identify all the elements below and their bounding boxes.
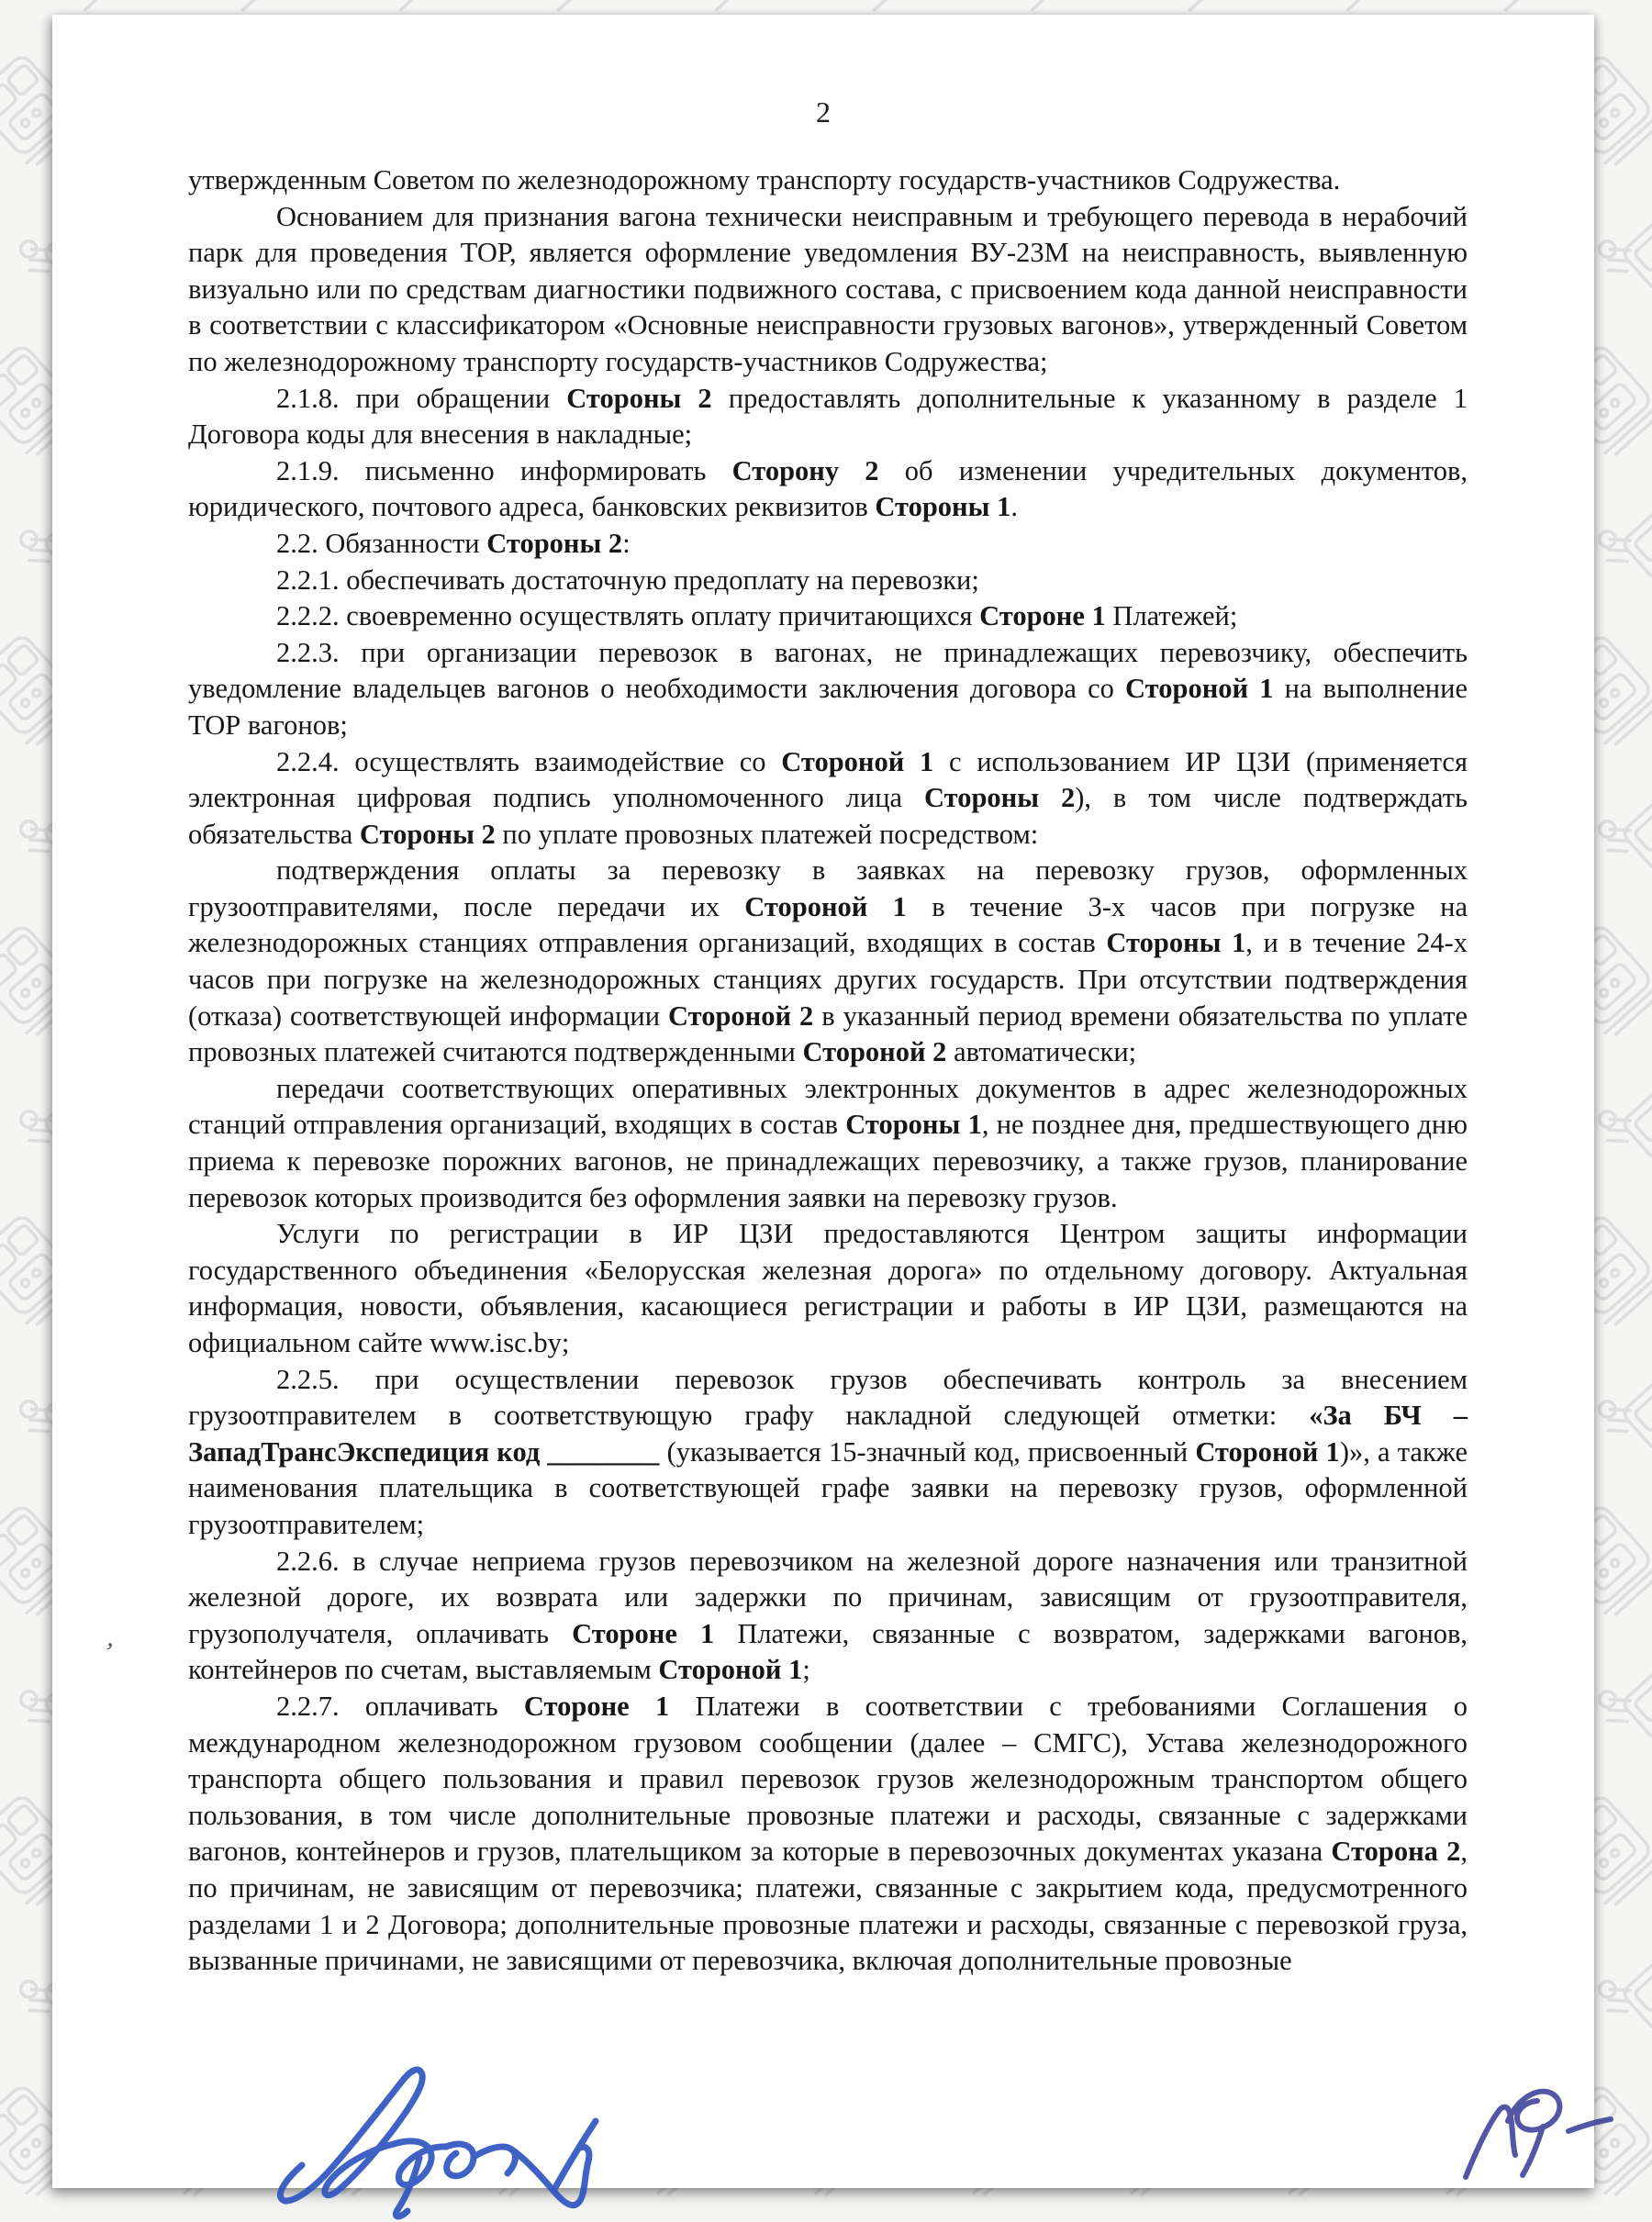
document-body (52, 162, 1594, 1980)
paragraph: 2.2.3. при организации перевозок в вагонах, не принадлежащих перевозчику, обеспечить уведомление владельцев вагонов о необходимости заключения договора со Стороной 1 на выполнение ТОР вагонов; (188, 636, 1468, 741)
paragraph: 2.2. Обязанности Стороны 2: (276, 527, 631, 559)
paragraph: 2.1.9. письменно информировать Сторону 2 об изменении учредительных документов, юридического, почтового адреса, банковских реквизитов Стороны 1. (188, 454, 1468, 523)
document-page (52, 15, 1594, 2188)
paragraph: 2.1.8. при обращении Стороны 2 предоставлять дополнительные к указанному в разделе 1 Договора коды для внесения в накладные; (188, 382, 1468, 451)
train-pattern-icon (1591, 0, 1652, 25)
train-pattern-icon (1591, 1055, 1652, 1184)
train-pattern-icon (1591, 184, 1652, 314)
train-pattern-icon (1591, 1345, 1652, 1474)
paragraph: передачи соответствующих оперативных электронных документов в адрес железнодорожных станций отправления организаций, входящих в состав Стороны 1, не позднее дня, предшествующего дню приема к перевозке порожних вагонов, не принадлежащих перевозчику, а также грузов, планирование перевозок которых производится без оформления заявки на перевозку грузов. (188, 1072, 1468, 1213)
stray-mark: ’ (100, 1636, 117, 1669)
paragraph: 2.2.1. обеспечивать достаточную предоплату на перевозки; (276, 564, 979, 596)
paragraph: подтверждения оплаты за перевозку в заявках на перевозку грузов, оформленных грузоотправителями, после передачи их Стороной 1 в течение 3-х часов при погрузке на железнодорожных станциях отправления организаций, входящих в состав Стороны 1, и в течение 24-х часов при погрузке на железнодорожных станциях других государств. При отсутствии подтверждения (отказа) соответствующей информации Стороной 2 в указанный период времени обязательства по уплате провозных платежей считаются подтвержденными Стороной 2 автоматически; (188, 854, 1468, 1068)
train-pattern-icon (1591, 1925, 1652, 2054)
paragraph: Основанием для признания вагона технически неисправным и требующего перевода в нерабочий парк для проведения ТОР, является оформление уведомления ВУ-23М на неисправность, выявленную визуально или по средствам диагностики подвижного состава, с присвоением кода данной неисправности в соответствии с классификатором «Основные неисправности грузовых вагонов», утвержденный Советом по железнодорожному транспорту государств-участников Содружества; (188, 200, 1468, 377)
paragraph: Услуги по регистрации в ИР ЦЗИ предоставляются Центром защиты информации государственного объединения «Белорусская железная дорога» по отдельному договору. Актуальная информация, новости, объявления, касающиеся регистрации и работы в ИР ЦЗИ, размещаются на официальном сайте www.isc.by; (188, 1218, 1468, 1358)
paragraph: утвержденным Советом по железнодорожному транспорту государств-участников Содружества. (188, 164, 1341, 195)
train-pattern-icon (1591, 1635, 1652, 1764)
paragraph: 2.2.6. в случае неприема грузов перевозчиком на железной дороге назначения или транзитной железной дороге, их возврата или задержки по причинам, зависящим от грузоотправителя, грузополучателя, оплачивать Стороне 1 Платежи, связанные с возвратом, задержками вагонов, контейнеров по счетам, выставляемым Стороной 1; (188, 1545, 1468, 1686)
paragraph: 2.2.7. оплачивать Стороне 1 Платежи в соответствии с требованиями Соглашения о международном железнодорожном грузовом сообщении (далее – СМГС), Устава железнодорожного транспорта общего пользования и правил перевозок грузов железнодорожным транспортом общего пользования, в том числе дополнительные провозные платежи и расходы, связанные с задержками вагонов, контейнеров и грузов, плательщиком за которые в перевозочных документах указана Сторона 2, по причинам, не зависящим от перевозчика; платежи, связанные с закрытием кода, предусмотренного разделами 1 и 2 Договора; дополнительные провозные платежи и расходы, связанные с перевозкой груза, вызванные причинами, не зависящими от перевозчика, включая дополнительные провозные (188, 1690, 1468, 1977)
paragraph: 2.2.5. при осуществлении перевозок грузов обеспечивать контроль за внесением грузоотправителем в соответствующую графу накладной следующей отметки: «За БЧ – ЗападТрансЭкспедиция код ________ (указывается 15-значный код, присвоенный Стороной 1)», а также наименования плательщика в соответствующей графе заявки на перевозку грузов, оформленной грузоотправителем; (188, 1363, 1468, 1540)
paragraph: 2.2.4. осуществлять взаимодействие со Стороной 1 с использованием ИР ЦЗИ (применяется электронная цифровая подпись уполномоченного лица Стороны 2), в том числе подтверждать обязательства Стороны 2 по уплате провозных платежей посредством: (188, 745, 1468, 850)
train-pattern-icon (1591, 475, 1652, 604)
page-number: 2 (816, 95, 831, 128)
paragraph: 2.2.2. своевременно осуществлять оплату причитающихся Стороне 1 Платежей; (276, 600, 1238, 632)
train-pattern-icon (1591, 765, 1652, 894)
